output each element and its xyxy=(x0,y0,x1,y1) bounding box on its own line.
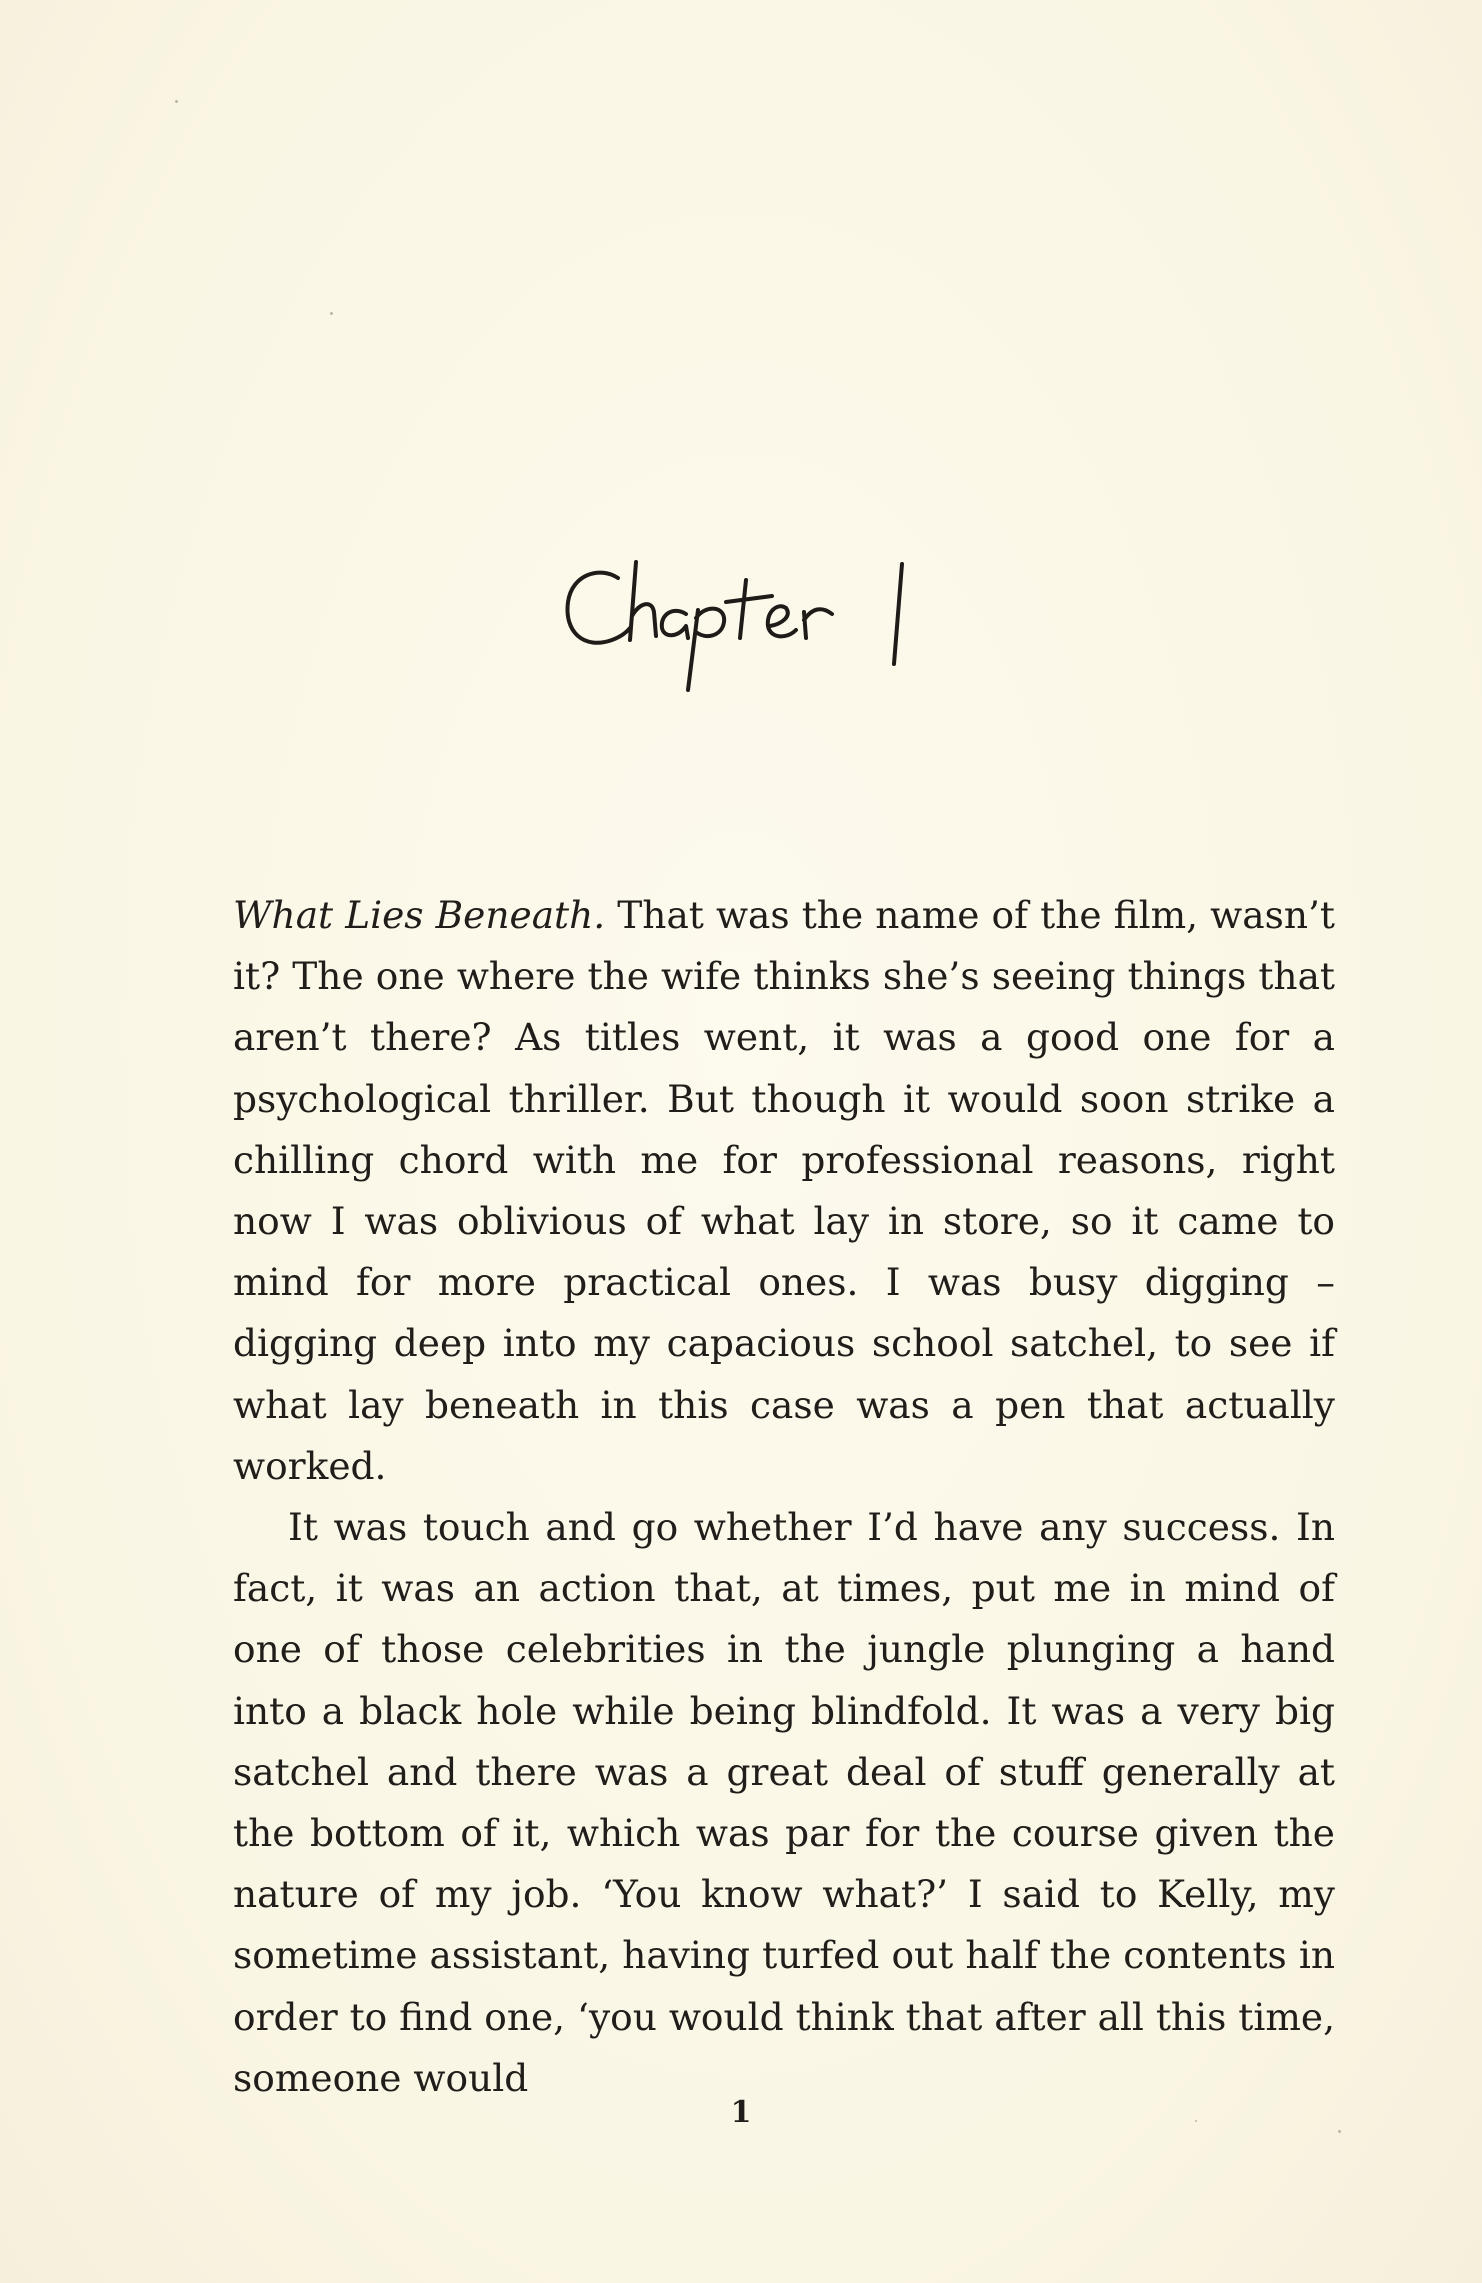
paragraph-1-text: That was the name of the film, wasn’t it? The one where the wife thinks she’s seeing things that aren’t there? As titles went, it was a good one for a psychological thriller. But though it would soon strike a chilling chord with me for professional reasons, right now I was oblivious of what lay in store, so it came to mind for more practical ones. I was busy digging – digging deep into my capacious school satchel, to see if what lay beneath in this case was a pen that actually worked. xyxy=(233,893,1335,1488)
chapter-heading-handwriting xyxy=(560,540,1020,700)
paper-speck xyxy=(175,100,178,103)
chapter-heading xyxy=(560,540,1020,700)
paragraph-2 xyxy=(233,1497,1335,2109)
paper-speck xyxy=(330,312,333,315)
body-text xyxy=(233,885,1335,2109)
film-title: What Lies Beneath. xyxy=(233,893,606,937)
page-number: 1 xyxy=(730,2095,752,2130)
paragraph-1 xyxy=(233,885,1335,1497)
paragraph-2-text: It was touch and go whether I’d have any success. In fact, it was an action that, at times, put me in mind of one of those celebrities in the jungle plunging a hand into a black hole while being blindfold. It was a very big satchel and there was a great deal of stuff generally at the bottom of it, which was par for the course given the nature of my job. ‘You know what?’ I said to Kelly, my sometime assistant, having turfed out half the contents in order to find one, ‘you would think that after all this time, someone would xyxy=(233,1505,1335,2100)
paper-speck xyxy=(1338,2130,1341,2133)
